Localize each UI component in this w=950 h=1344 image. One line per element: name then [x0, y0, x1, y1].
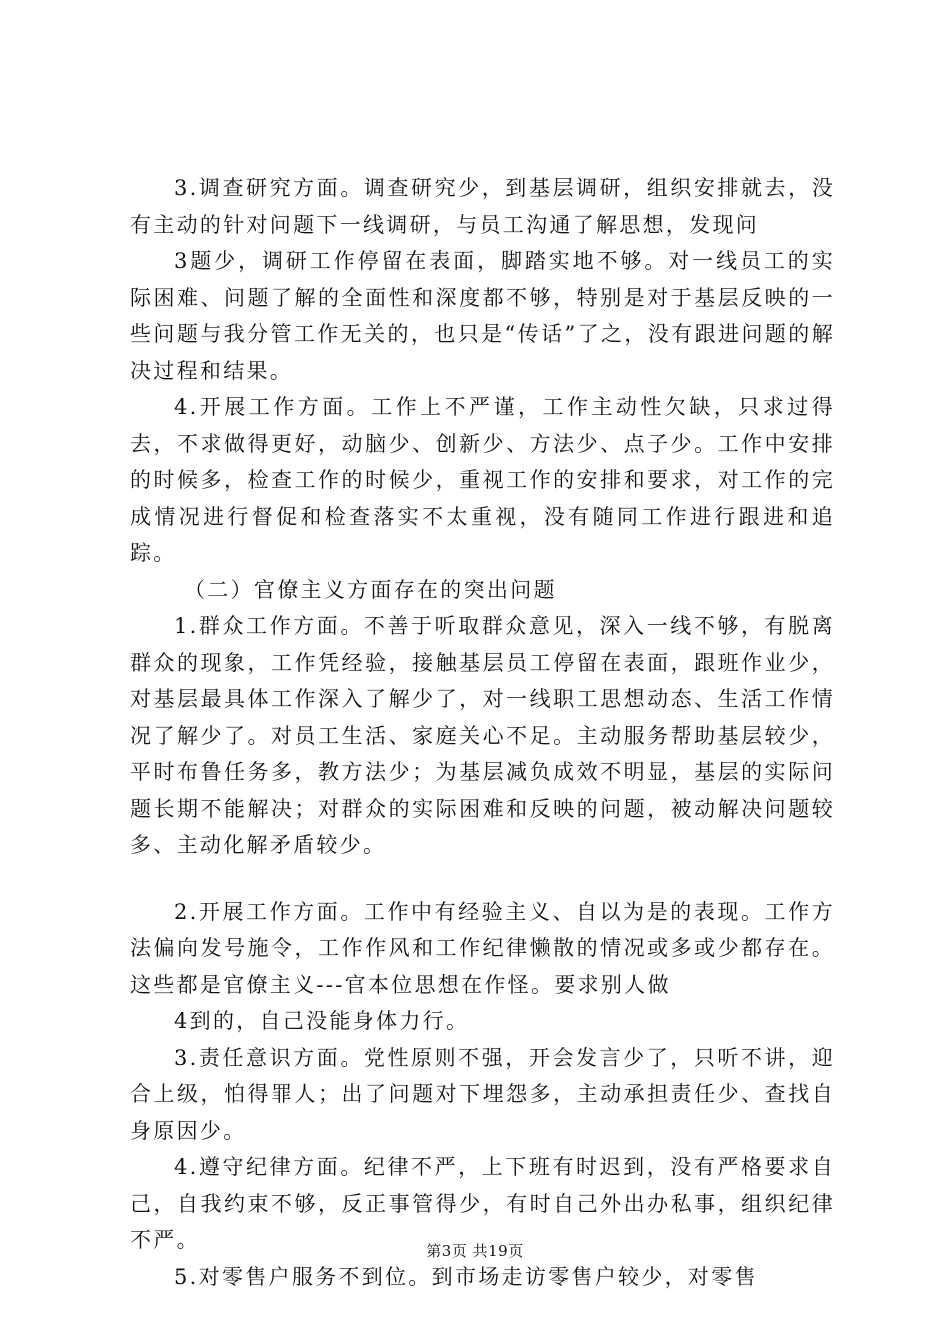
page-number-footer: 第3页 共19页: [426, 1242, 524, 1260]
paragraph-responsibility: 3.责任意识方面。党性原则不强，开会发言少了，只听不讲，迎合上级，怕得罪人；出了问题对下埋怨多，主动承担责任少、查找自身原因少。: [130, 1045, 835, 1143]
paragraph-discipline: 4.遵守纪律方面。纪律不严，上下班有时迟到，没有严格要求自己，自我约束不够，反正事管得少，有时自己外出办私事，组织纪律不严。: [130, 1155, 835, 1252]
paragraph-work-style: 2.开展工作方面。工作中有经验主义、自以为是的表现。工作方法偏向发号施令，工作作风和工作纪律懒散的情况或多或少都存在。这些都是官僚主义---官本位思想在作怪。要求别人做: [130, 899, 835, 997]
paragraph-work-style-continued: 4到的，自己没能身体力行。: [174, 1009, 470, 1033]
paragraph-gap: [130, 864, 835, 894]
section-heading-bureaucracy: （二）官僚主义方面存在的突出问题: [184, 577, 557, 602]
document-body: [130, 170, 835, 1295]
paragraph-retail-service: 5.对零售户服务不到位。到市场走访零售户较少，对零售: [174, 1264, 758, 1289]
paragraph-work-approach: 4.开展工作方面。工作上不严谨，工作主动性欠缺，只求过得去，不求做得更好，动脑少、创新少、方法少、点子少。工作中安排的时候多，检查工作的时候少，重视工作的安排和要求，对工作的完成情况进行督促和检查落实不太重视，没有随同工作进行跟进和追踪。: [130, 395, 835, 565]
paragraph-research: 3.调查研究方面。调查研究少，到基层调研，组织安排就去，没有主动的针对问题下一线调研，与员工沟通了解思想，发现问: [130, 176, 835, 237]
paragraph-research-continued: 3题少，调研工作停留在表面，脚踏实地不够。对一线员工的实际困难、问题了解的全面性和深度都不够，特别是对于基层反映的一些问题与我分管工作无关的，也只是“传话”了之，没有跟进问题的解决过程和结果。: [130, 249, 835, 383]
paragraph-mass-work: 1.群众工作方面。不善于听取群众意见，深入一线不够，有脱离群众的现象，工作凭经验，接触基层员工停留在表面，跟班作业少，对基层最具体工作深入了解少了，对一线职工思想动态、生活工作情况了解少了。对员工生活、家庭关心不足。主动服务帮助基层较少，平时布鲁任务多，教方法少；为基层减负成效不明显，基层的实际问题长期不能解决；对群众的实际困难和反映的问题，被动解决问题较多、主动化解矛盾较少。: [130, 614, 835, 857]
